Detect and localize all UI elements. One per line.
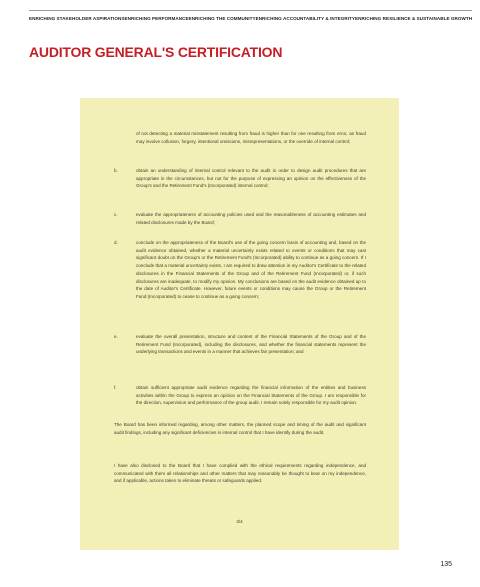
- item-label-b: b.: [114, 168, 118, 173]
- page-number: 135: [440, 561, 452, 568]
- intro-continuation: of not detecting a material misstatement resulting from fraud is higher than for one resulting from error, as fraud may involve collusion, forgery, intentional omissions, misrepresentations, or the override of internal control;: [136, 131, 366, 144]
- nav-accountability-integrity[interactable]: ENRICHING ACCOUNTABILITY & INTEGRITY: [256, 10, 355, 21]
- scan-page-marker: 3/4: [236, 519, 243, 524]
- item-label-f: f.: [114, 385, 117, 390]
- top-navigation: [29, 10, 473, 21]
- page-title: AUDITOR GENERAL'S CERTIFICATION: [29, 44, 283, 60]
- item-text-e: evaluate the overall presentation, structure and content of the Financial Statements of the Group and of the Retirement Fund (Incorporated), including the disclosures, and whether the financial statements represent the underlying transactions and events in a manner that achieves fair presentation; and: [136, 334, 366, 355]
- item-label-e: e.: [114, 334, 118, 339]
- item-text-c: evaluate the appropriateness of accounting policies used and the reasonableness of accounting estimates and related disclosures made by the Board;: [136, 212, 366, 225]
- board-informed-paragraph: The Board has been informed regarding, among other matters, the planned scope and timing of the audit and significant audit findings, including any significant deficiencies in internal control that I have identify during the audit.: [114, 422, 366, 435]
- item-label-c: c.: [114, 212, 118, 217]
- item-text-d: conclude on the appropriateness of the Board's use of the going concern basis of accounting and, based on the audit evidence obtained, whether a material uncertainty exists related to events or conditions that may cast significant doubt on the Group's or the Retirement Fund's (Incorporated) ability to continue as a going concern. If I conclude that a material uncertainty exists, I am required to draw attention in my Auditor's Certificate to the related disclosures in the Financial Statements of the Group and of the Retirement Fund (Incorporated) or, if such disclosures are inadequate, to modify my opinion. My conclusions are based on the audit evidence obtained up to the date of Auditor's Certificate. However, future events or conditions may cause the Group or the Retirement Fund (Incorporated) to cease to continue as a going concern;: [136, 240, 366, 299]
- nav-performance[interactable]: ENRICHING PERFORMANCE: [124, 10, 188, 21]
- item-text-b: obtain an understanding of internal control relevant to the audit in order to design audit procedures that are appropriate in the circumstances, but not for the purpose of expressing an opinion on the effectiveness of the Group's and the Retirement Fund's (Incorporated) internal control;: [136, 168, 366, 189]
- item-text-f: obtain sufficient appropriate audit evidence regarding the financial information of the entities and business activities within the Group to express an opinion on the Financial Statements of the Group. I am responsible for the direction, supervision and performance of the group audit. I remain solely responsible for my audit opinion.: [136, 385, 366, 406]
- item-label-d: d.: [114, 240, 118, 245]
- scanned-certificate-page: [80, 98, 399, 550]
- nav-resilience-growth[interactable]: ENRICHING RESILIENCE & SUSTAINABLE GROWTH: [355, 10, 472, 21]
- independence-paragraph: I have also disclosed to the Board that I have complied with the ethical requirements regarding independence, and communicated with them all relationships and other matters that may reasonably be thought to bear on my independence, and if applicable, actions taken to eliminate threats or safeguards applied.: [114, 463, 366, 484]
- nav-stakeholder-aspirations[interactable]: ENRICHING STAKEHOLDER ASPIRATIONS: [29, 10, 124, 21]
- nav-community[interactable]: ENRICHING THE COMMUNITY: [189, 10, 256, 21]
